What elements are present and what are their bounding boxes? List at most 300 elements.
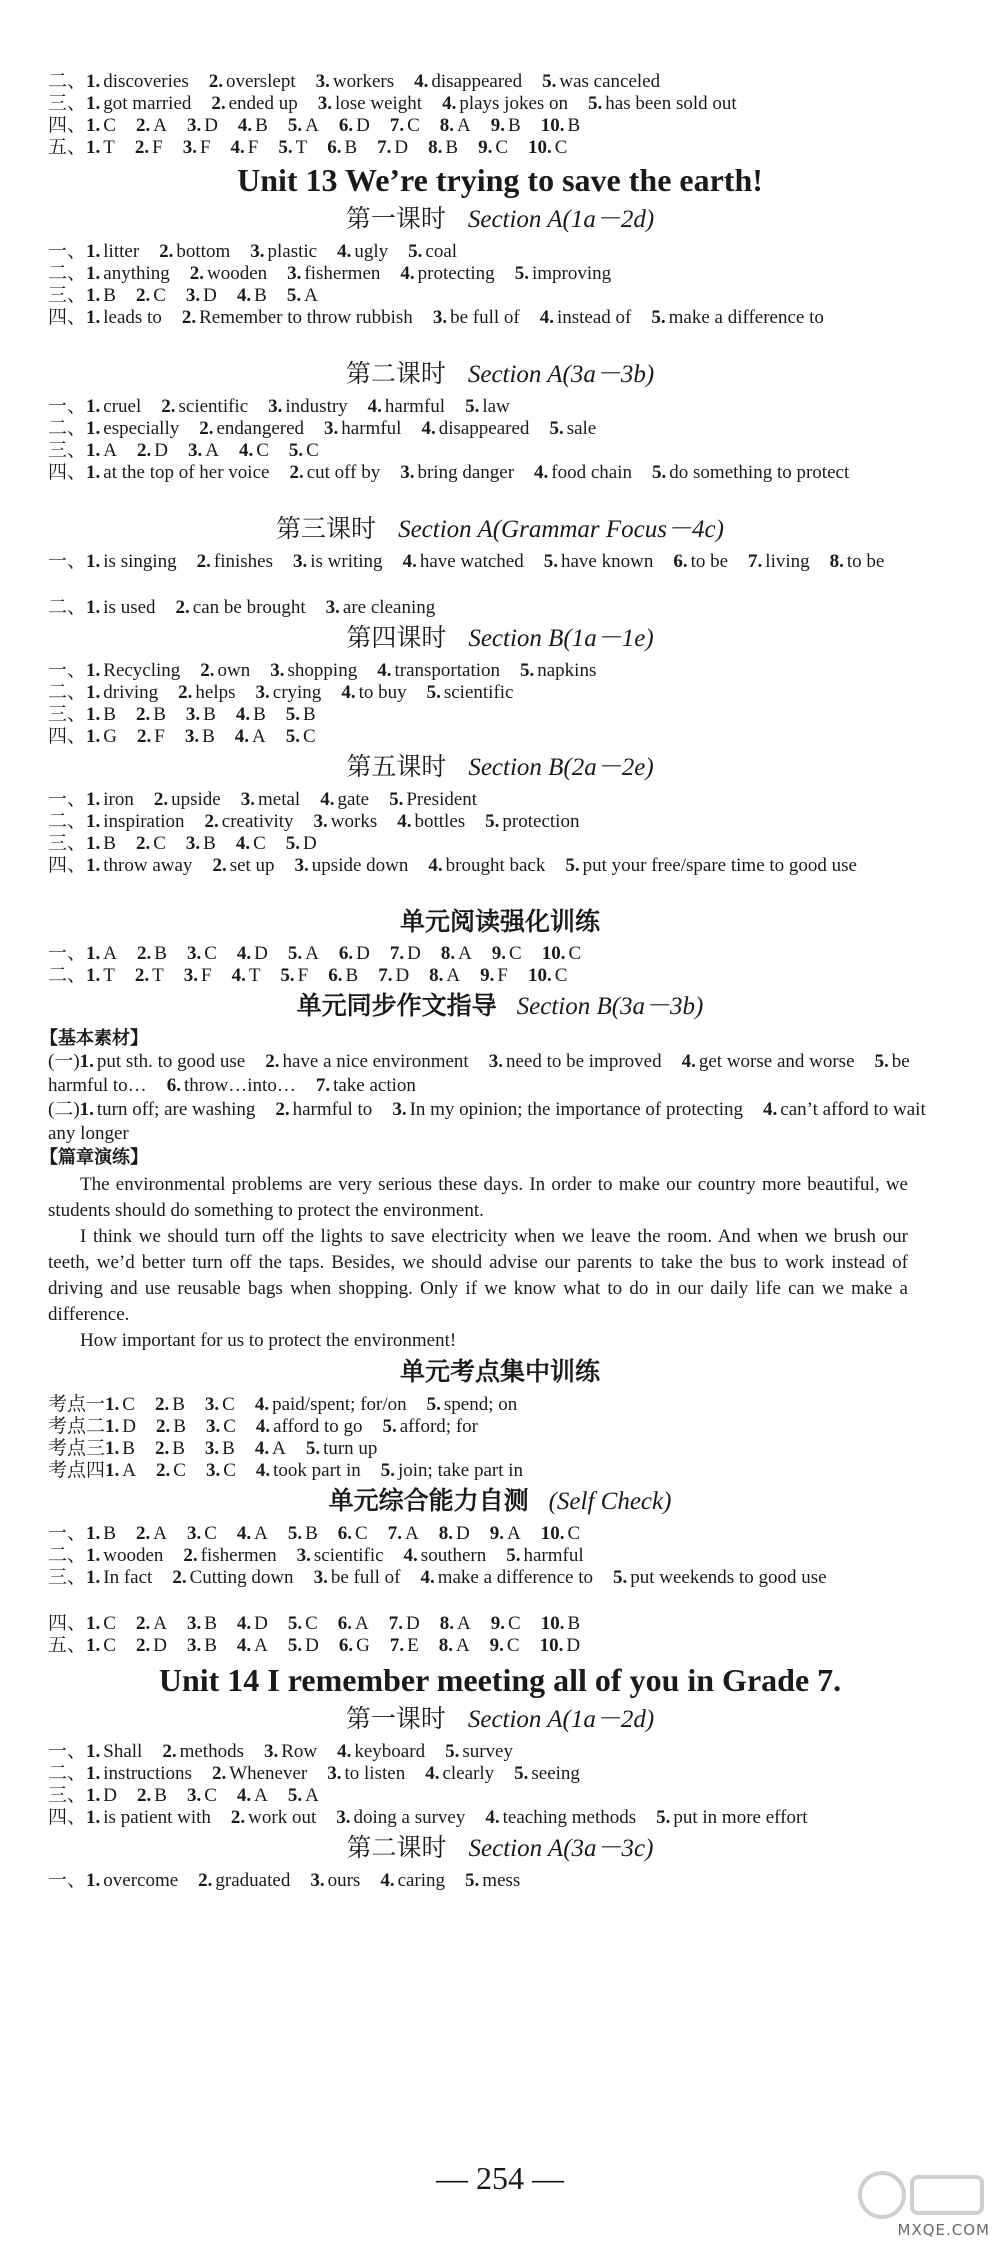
answer-number: 2. bbox=[134, 137, 150, 158]
lesson-section: Section A(3a－3c) bbox=[468, 1835, 654, 1862]
answer-item bbox=[186, 285, 217, 306]
answer-item bbox=[420, 1567, 593, 1588]
answer-text: to buy bbox=[358, 682, 407, 703]
answer-text: D bbox=[356, 115, 370, 136]
answer-text: F bbox=[497, 965, 508, 986]
writing-title: 单元同步作文指导 bbox=[296, 991, 497, 1020]
answer-item bbox=[155, 1438, 185, 1459]
answer-number: 5. bbox=[278, 137, 293, 158]
answer-item bbox=[613, 1567, 827, 1588]
answer-item bbox=[86, 418, 179, 439]
answer-number: 2. bbox=[289, 462, 304, 483]
answer-text: put sth. to good use bbox=[96, 1051, 246, 1072]
answer-number: 1. bbox=[105, 1394, 120, 1415]
answer-number: 3. bbox=[250, 241, 265, 262]
answer-text: have watched bbox=[419, 551, 524, 572]
answer-item bbox=[183, 1545, 276, 1566]
answer-text: A bbox=[446, 965, 461, 986]
answer-number: 5. bbox=[286, 285, 302, 306]
answer-text: turn off; are washing bbox=[96, 1099, 256, 1120]
answer-item bbox=[328, 965, 358, 986]
question-group-label: 三、 bbox=[48, 1567, 87, 1588]
answer-line bbox=[48, 964, 928, 988]
answer-text: F bbox=[297, 965, 309, 986]
answer-line bbox=[48, 136, 928, 160]
self-check-title: 单元综合能力自测 bbox=[328, 1486, 529, 1515]
answer-number: 4. bbox=[425, 1763, 440, 1784]
answer-item bbox=[231, 137, 259, 158]
answer-text: President bbox=[406, 789, 478, 810]
answer-line bbox=[48, 284, 928, 308]
answer-number: 3. bbox=[392, 1099, 407, 1120]
answer-number: 5. bbox=[285, 704, 301, 725]
answer-text: A bbox=[254, 1523, 268, 1544]
answer-item bbox=[288, 1523, 318, 1544]
answer-number: 2. bbox=[175, 597, 190, 618]
answer-number: 1. bbox=[86, 307, 101, 328]
answer-text: B bbox=[254, 285, 267, 306]
answer-text: was canceled bbox=[559, 71, 661, 92]
answer-number: 3. bbox=[325, 597, 340, 618]
answer-number: 1. bbox=[86, 855, 101, 876]
answer-text: Row bbox=[281, 1741, 318, 1762]
answer-item bbox=[287, 285, 318, 306]
answer-item bbox=[86, 1523, 116, 1544]
answer-text: B bbox=[172, 1394, 185, 1415]
answer-item bbox=[327, 137, 357, 158]
answer-item bbox=[86, 597, 156, 618]
answer-text: put in more effort bbox=[673, 1807, 808, 1828]
answer-item bbox=[176, 597, 306, 618]
answer-number: 10. bbox=[527, 965, 552, 986]
answer-number: 3. bbox=[432, 307, 448, 328]
answer-number: 10. bbox=[539, 1635, 564, 1656]
answer-text: plastic bbox=[267, 241, 318, 262]
answer-text: A bbox=[153, 1613, 167, 1634]
answer-number: 10. bbox=[541, 943, 566, 964]
answer-item bbox=[565, 855, 857, 876]
answer-text: C bbox=[122, 1394, 135, 1415]
answer-text: is used bbox=[103, 597, 156, 618]
answer-number: 8. bbox=[440, 943, 456, 964]
answer-text: T bbox=[103, 965, 115, 986]
answer-text: driving bbox=[103, 682, 159, 703]
answer-number: 5. bbox=[287, 943, 303, 964]
answer-number: 3. bbox=[313, 1567, 328, 1588]
question-group-label: 一、 bbox=[48, 1523, 87, 1544]
question-group-label: 三、 bbox=[48, 93, 87, 114]
answer-item bbox=[188, 440, 219, 461]
answer-item bbox=[442, 93, 568, 114]
essay-paragraph: How important for us to protect the environment! bbox=[80, 1330, 457, 1351]
answer-item bbox=[237, 943, 268, 964]
answer-item bbox=[198, 1870, 290, 1891]
answer-number: 2. bbox=[137, 1785, 152, 1806]
answer-number: 2. bbox=[162, 1741, 177, 1762]
lesson-label: 第二课时 bbox=[345, 359, 446, 388]
writing-heading bbox=[0, 990, 1000, 1023]
answer-text: work out bbox=[248, 1807, 317, 1828]
answer-text: B bbox=[253, 704, 266, 725]
answer-item bbox=[211, 93, 297, 114]
answer-text: B bbox=[103, 833, 116, 854]
answer-text: C bbox=[223, 1416, 236, 1437]
answer-item bbox=[528, 965, 567, 986]
answer-text: join; take part in bbox=[397, 1460, 524, 1481]
answer-item bbox=[288, 1613, 318, 1634]
question-group-label: (一) bbox=[48, 1051, 80, 1072]
answer-item bbox=[270, 660, 357, 681]
answer-number: 3. bbox=[327, 1763, 342, 1784]
answer-number: 3. bbox=[182, 137, 197, 158]
answer-item bbox=[265, 1051, 468, 1072]
answer-text: In my opinion; the importance of protecting bbox=[409, 1099, 744, 1120]
answer-text: brought back bbox=[445, 855, 546, 876]
answer-text: B bbox=[204, 1635, 217, 1656]
answer-number: 5. bbox=[389, 789, 404, 810]
answer-item bbox=[748, 551, 810, 572]
answer-number: 3. bbox=[205, 1460, 221, 1481]
answer-item bbox=[178, 682, 235, 703]
answer-text: paid/spent; for/on bbox=[272, 1394, 407, 1415]
answer-text: be full of bbox=[330, 1567, 401, 1588]
answer-item bbox=[485, 1807, 636, 1828]
answer-line bbox=[48, 1098, 928, 1146]
lesson-heading bbox=[0, 1832, 1000, 1865]
answer-item bbox=[490, 1635, 520, 1656]
answer-line bbox=[48, 1784, 928, 1808]
answer-item bbox=[135, 137, 163, 158]
answer-text: C bbox=[495, 137, 509, 158]
answer-item bbox=[541, 115, 580, 136]
answer-item bbox=[86, 789, 134, 810]
answer-text: overcome bbox=[103, 1870, 179, 1891]
answer-item bbox=[255, 1394, 407, 1415]
answer-number: 6. bbox=[166, 1075, 181, 1096]
answer-number: 2. bbox=[161, 396, 176, 417]
answer-number: 1. bbox=[86, 1785, 101, 1806]
answer-item bbox=[336, 1807, 465, 1828]
lesson-heading bbox=[0, 358, 1000, 391]
answer-text: inspiration bbox=[103, 811, 185, 832]
answer-item bbox=[316, 1075, 416, 1096]
question-group-label: 二、 bbox=[48, 965, 87, 986]
answer-number: 6. bbox=[338, 943, 354, 964]
answer-line bbox=[48, 1393, 928, 1417]
answer-line bbox=[48, 1762, 928, 1786]
answer-item bbox=[268, 396, 348, 417]
answer-text: turn up bbox=[323, 1438, 378, 1459]
answer-text: got married bbox=[103, 93, 192, 114]
answer-text: need to be improved bbox=[505, 1051, 662, 1072]
answer-text: C bbox=[554, 137, 568, 158]
answer-item bbox=[541, 1613, 580, 1634]
answer-text: workers bbox=[332, 71, 395, 92]
answer-item bbox=[339, 1635, 370, 1656]
answer-item bbox=[289, 440, 319, 461]
answer-item bbox=[288, 1635, 319, 1656]
answer-number: 2. bbox=[135, 1613, 151, 1634]
unit-14-title: Unit 14 I remember meeting all of you in Grade 7. bbox=[158, 1662, 842, 1698]
answer-number: 4. bbox=[254, 1394, 270, 1415]
answer-number: 3. bbox=[204, 1438, 220, 1459]
answer-item bbox=[200, 660, 250, 681]
lesson-section: Section B(1a－1e) bbox=[468, 625, 654, 652]
answer-item bbox=[288, 1785, 319, 1806]
answer-number: 1. bbox=[86, 1741, 101, 1762]
answer-text: C bbox=[554, 965, 568, 986]
answer-number: 3. bbox=[287, 263, 302, 284]
answer-text: D bbox=[203, 285, 217, 306]
answer-text: A bbox=[153, 115, 167, 136]
answer-item bbox=[492, 943, 522, 964]
answer-item bbox=[237, 1523, 268, 1544]
answer-text: graduated bbox=[215, 1870, 291, 1891]
question-group-label: 四、 bbox=[48, 462, 87, 483]
answer-text: to listen bbox=[344, 1763, 406, 1784]
answer-item bbox=[156, 1416, 186, 1437]
answer-text: finishes bbox=[213, 551, 273, 572]
answer-number: 4. bbox=[236, 943, 252, 964]
answer-text: harmful to bbox=[292, 1099, 373, 1120]
answer-number: 1. bbox=[86, 1545, 101, 1566]
answer-number: 5. bbox=[280, 965, 295, 986]
question-group-label: 一、 bbox=[48, 551, 87, 572]
answer-number: 1. bbox=[86, 263, 101, 284]
answer-text: C bbox=[153, 285, 166, 306]
answer-text: B bbox=[305, 1523, 318, 1544]
answer-text: C bbox=[509, 943, 522, 964]
answer-number: 2. bbox=[178, 682, 193, 703]
answer-number: 2. bbox=[198, 1870, 213, 1891]
answer-text: C bbox=[153, 833, 166, 854]
answer-item bbox=[382, 1416, 478, 1437]
answer-item bbox=[297, 1545, 384, 1566]
answer-number: 5. bbox=[287, 115, 303, 136]
answer-text: B bbox=[154, 943, 167, 964]
answer-number: 7. bbox=[389, 943, 405, 964]
answer-item bbox=[182, 307, 413, 328]
answer-text: G bbox=[356, 1635, 370, 1656]
answer-item bbox=[167, 1075, 296, 1096]
answer-text: is patient with bbox=[103, 1807, 211, 1828]
answer-text: discoveries bbox=[103, 71, 189, 92]
answer-item bbox=[489, 1051, 662, 1072]
answer-item bbox=[136, 115, 167, 136]
answer-item bbox=[428, 855, 545, 876]
answer-text: ugly bbox=[354, 241, 389, 262]
answer-number: 8. bbox=[439, 115, 455, 136]
answer-text: E bbox=[407, 1635, 419, 1656]
answer-line bbox=[48, 942, 928, 966]
answer-number: 2. bbox=[154, 1438, 170, 1459]
answer-text: harmful bbox=[384, 396, 446, 417]
answer-text: teaching methods bbox=[502, 1807, 637, 1828]
answer-item bbox=[289, 462, 380, 483]
answer-text: A bbox=[122, 1460, 136, 1481]
answer-number: 5. bbox=[465, 1870, 480, 1891]
answer-text: B bbox=[103, 285, 116, 306]
answer-item bbox=[337, 241, 388, 262]
answer-item bbox=[86, 726, 117, 747]
answer-number: 1. bbox=[86, 137, 101, 158]
answer-item bbox=[239, 440, 269, 461]
answer-text: D bbox=[407, 943, 421, 964]
answer-item bbox=[541, 1523, 580, 1544]
answer-number: 4. bbox=[238, 440, 254, 461]
answer-text: helps bbox=[195, 682, 236, 703]
question-group-label: 三、 bbox=[48, 285, 87, 306]
answer-number: 4. bbox=[400, 263, 415, 284]
answer-item bbox=[86, 833, 116, 854]
answer-item bbox=[429, 965, 460, 986]
answer-number: 8. bbox=[438, 1635, 453, 1656]
answer-item bbox=[408, 241, 457, 262]
answer-item bbox=[280, 965, 308, 986]
answer-text: keyboard bbox=[354, 1741, 426, 1762]
question-group-label: 四、 bbox=[48, 1613, 87, 1634]
answer-number: 6. bbox=[337, 1523, 353, 1544]
answer-text: survey bbox=[462, 1741, 513, 1762]
answer-text: A bbox=[103, 440, 117, 461]
answer-number: 3. bbox=[186, 1785, 202, 1806]
answer-text: bottom bbox=[176, 241, 231, 262]
answer-text: anything bbox=[103, 263, 170, 284]
answer-text: iron bbox=[103, 789, 134, 810]
answer-number: 5. bbox=[651, 307, 666, 328]
answer-number: 4. bbox=[237, 115, 253, 136]
answer-number: 1. bbox=[86, 285, 101, 306]
question-group-label: 四、 bbox=[48, 855, 87, 876]
question-group-label: 四、 bbox=[48, 1807, 87, 1828]
answer-number: 2. bbox=[230, 1807, 246, 1828]
answer-text: T bbox=[248, 965, 261, 986]
answer-item bbox=[433, 307, 520, 328]
answer-text: T bbox=[152, 965, 164, 986]
answer-item bbox=[86, 93, 191, 114]
answer-number: 2. bbox=[212, 855, 227, 876]
answer-text: upside bbox=[171, 789, 221, 810]
answer-number: 5. bbox=[514, 1763, 529, 1784]
answer-item bbox=[588, 93, 737, 114]
question-group-label: 三、 bbox=[48, 833, 87, 854]
answer-number: 9. bbox=[489, 1635, 504, 1656]
answer-item bbox=[250, 241, 317, 262]
answer-text: own bbox=[217, 660, 251, 681]
answer-number: 1. bbox=[86, 396, 101, 417]
answer-text: D bbox=[254, 1613, 268, 1634]
answer-text: throw away bbox=[103, 855, 193, 876]
answer-item bbox=[339, 115, 370, 136]
lesson-label: 第三课时 bbox=[276, 514, 377, 543]
answer-text: can be brought bbox=[192, 597, 306, 618]
answer-text: upside down bbox=[311, 855, 409, 876]
answer-item bbox=[326, 597, 436, 618]
lesson-label: 第一课时 bbox=[345, 1704, 446, 1733]
answer-text: B bbox=[122, 1438, 135, 1459]
answer-line bbox=[48, 1459, 928, 1483]
answer-item bbox=[378, 965, 409, 986]
answer-text: scientific bbox=[313, 1545, 384, 1566]
answer-line bbox=[48, 596, 928, 620]
writing-section: Section B(3a－3b) bbox=[516, 993, 704, 1020]
question-group-label: 一、 bbox=[48, 789, 87, 810]
answer-text: spend; on bbox=[443, 1394, 518, 1415]
answer-number: 4. bbox=[428, 855, 443, 876]
answer-number: 1. bbox=[86, 1613, 101, 1634]
answer-item bbox=[338, 1613, 369, 1634]
answer-number: 2. bbox=[265, 1051, 280, 1072]
answer-text: bring danger bbox=[417, 462, 515, 483]
answer-line bbox=[48, 439, 928, 463]
answer-text: A bbox=[506, 1523, 521, 1544]
answer-number: 1. bbox=[86, 789, 101, 810]
answer-item bbox=[86, 1785, 117, 1806]
lesson-section: Section A(3a－3b) bbox=[467, 361, 655, 388]
answer-line bbox=[48, 70, 928, 94]
answer-item bbox=[86, 137, 115, 158]
answer-text: D bbox=[204, 115, 218, 136]
answer-number: 2. bbox=[200, 660, 215, 681]
answer-number: 2. bbox=[211, 93, 226, 114]
answer-item bbox=[155, 1394, 185, 1415]
answer-text: B bbox=[567, 1613, 581, 1634]
answer-number: 9. bbox=[491, 943, 507, 964]
page-number: — 254 — bbox=[436, 2160, 564, 2196]
answer-text: C bbox=[303, 726, 316, 747]
answer-number: 5. bbox=[656, 1807, 671, 1828]
answer-number: 4. bbox=[380, 1870, 395, 1891]
answer-text: B bbox=[567, 115, 581, 136]
answer-text: cut off by bbox=[306, 462, 381, 483]
answer-line bbox=[48, 1806, 928, 1830]
answer-item bbox=[278, 137, 307, 158]
answer-text: D bbox=[254, 943, 268, 964]
answer-item bbox=[338, 1523, 368, 1544]
answer-number: 5. bbox=[520, 660, 535, 681]
answer-item bbox=[86, 1763, 192, 1784]
answer-text: Shall bbox=[103, 1741, 143, 1762]
answer-number: 3. bbox=[185, 833, 201, 854]
answer-number: 6. bbox=[337, 1613, 353, 1634]
answer-number: 9. bbox=[478, 137, 493, 158]
answer-text: C bbox=[508, 1613, 521, 1634]
answer-text: D bbox=[406, 1613, 420, 1634]
question-group-label: 四、 bbox=[48, 115, 87, 136]
answer-number: 1. bbox=[86, 1870, 101, 1891]
answer-text: C bbox=[306, 440, 319, 461]
answer-item bbox=[209, 71, 296, 92]
answer-number: 3. bbox=[205, 1416, 221, 1437]
answer-text: took part in bbox=[273, 1460, 361, 1481]
answer-item bbox=[540, 307, 632, 328]
answer-number: 1. bbox=[86, 241, 101, 262]
lesson-heading bbox=[0, 203, 1000, 236]
answer-number: 5. bbox=[652, 462, 667, 483]
answer-item bbox=[136, 833, 166, 854]
question-group-label: 三、 bbox=[48, 440, 87, 461]
answer-text: instructions bbox=[103, 1763, 192, 1784]
answer-item bbox=[136, 1635, 167, 1656]
answer-text: C bbox=[567, 1523, 581, 1544]
answer-text: F bbox=[247, 137, 259, 158]
answer-number: 8. bbox=[829, 551, 844, 572]
answer-item bbox=[232, 965, 261, 986]
answer-item bbox=[137, 943, 167, 964]
answer-number: 2. bbox=[183, 1545, 198, 1566]
answer-item bbox=[403, 551, 524, 572]
answer-text: D bbox=[394, 137, 409, 158]
